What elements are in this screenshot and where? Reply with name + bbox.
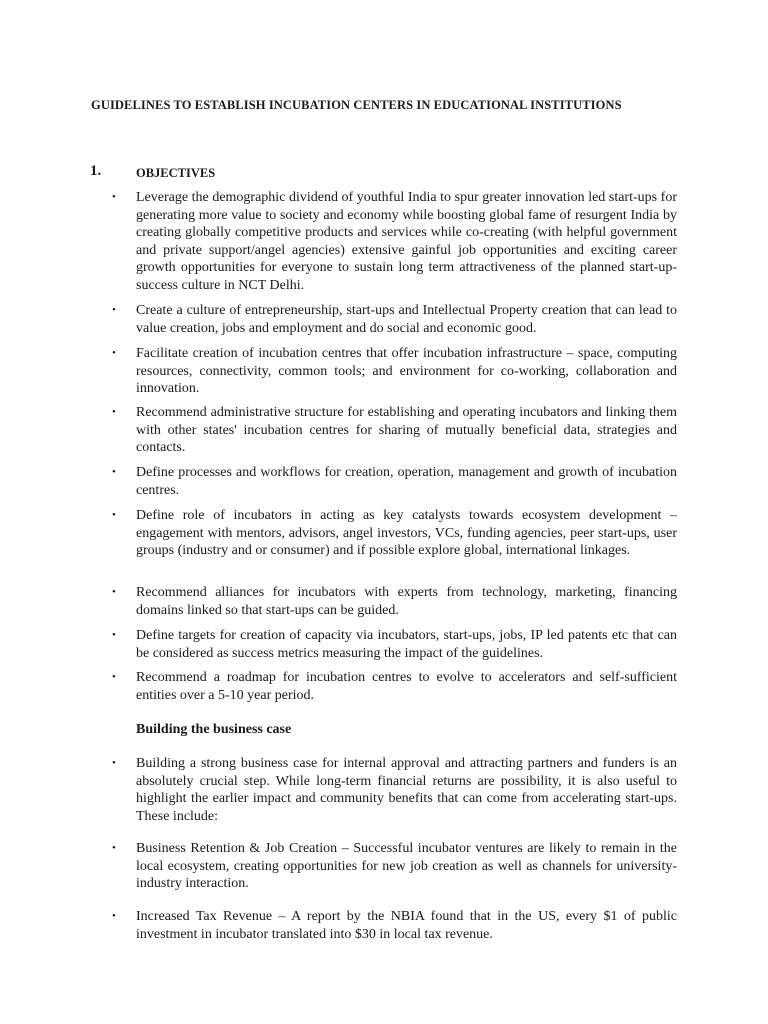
- objective-text: Recommend administrative structure for establishing and operating incubators and linking them with other states' incubation centres for sharing of mutually beneficial data, strategies and contacts.: [136, 405, 677, 456]
- objective-item: [112, 507, 677, 560]
- bullet-icon: •: [112, 509, 116, 521]
- objective-item: [112, 345, 677, 398]
- objective-text: Define role of incubators in acting as key catalysts towards ecosystem development – engagement with mentors, advisors, angel investors, VCs, funding agencies, peer start-ups, user groups (industry and or consumer) and if possible explore global, international linkages.: [136, 508, 677, 559]
- business-case-text: Increased Tax Revenue – A report by the NBIA found that in the US, every $1 of public investment in incubator translated into $30 in local tax revenue.: [136, 909, 677, 942]
- bullet-icon: •: [112, 757, 116, 769]
- bullet-icon: •: [112, 191, 116, 203]
- bullet-icon: •: [112, 910, 116, 922]
- objective-item: [112, 464, 677, 499]
- objective-text: Leverage the demographic dividend of youthful India to spur greater innovation led start-ups for generating more value to society and economy while boosting global fame of resurgent India by creating globally competitive products and services while co-creating (with helpful government and private support/angel agencies) extensive gainful job opportunities and exciting career growth opportunities for everyone to sustain long term attractiveness of the planned start-up-success culture in NCT Delhi.: [136, 190, 677, 293]
- objective-text: Recommend a roadmap for incubation centres to evolve to accelerators and self-sufficient entities over a 5-10 year period.: [136, 670, 677, 703]
- objective-item: [112, 189, 677, 295]
- bullet-icon: •: [112, 629, 116, 641]
- business-case-text: Building a strong business case for internal approval and attracting partners and funders is an absolutely crucial step. While long-term financial returns are possibility, it is also useful to highlight the earlier impact and community benefits that can come from accelerating start-ups. These include:: [136, 756, 677, 824]
- bullet-icon: •: [112, 406, 116, 418]
- section-number: 1.: [90, 163, 102, 179]
- objective-text: Recommend alliances for incubators with experts from technology, marketing, financing domains linked so that start-ups can be guided.: [136, 585, 677, 618]
- objective-text: Facilitate creation of incubation centres that offer incubation infrastructure – space, computing resources, connectivity, common tools; and environment for co-working, collaboration and innovation.: [136, 346, 677, 397]
- objective-text: Define processes and workflows for creation, operation, management and growth of incubation centres.: [136, 465, 677, 498]
- business-case-item: [112, 840, 677, 893]
- bullet-icon: •: [112, 347, 116, 359]
- business-case-item: [112, 908, 677, 943]
- objective-text: Create a culture of entrepreneurship, start-ups and Intellectual Property creation that can lead to value creation, jobs and employment and do social and economic good.: [136, 303, 677, 336]
- subheading: Building the business case: [136, 722, 292, 737]
- bullet-icon: •: [112, 466, 116, 478]
- business-case-text: Business Retention & Job Creation – Successful incubator ventures are likely to remain in the local ecosystem, creating opportunities for new job creation as well as channels for university-industry interaction.: [136, 841, 677, 892]
- objective-item: [112, 627, 677, 662]
- section-title: OBJECTIVES: [136, 166, 216, 180]
- objective-item: [112, 404, 677, 457]
- objective-text: Define targets for creation of capacity via incubators, start-ups, jobs, IP led patents etc that can be considered as success metrics measuring the impact of the guidelines.: [136, 628, 677, 661]
- bullet-icon: •: [112, 842, 116, 854]
- bullet-icon: •: [112, 671, 116, 683]
- business-case-item: [112, 755, 677, 825]
- objective-item: [112, 302, 677, 337]
- objective-item: [112, 669, 677, 704]
- objective-item: [112, 584, 677, 619]
- document-title: GUIDELINES TO ESTABLISH INCUBATION CENTERS IN EDUCATIONAL INSTITUTIONS: [91, 98, 622, 112]
- bullet-icon: •: [112, 304, 116, 316]
- bullet-icon: •: [112, 586, 116, 598]
